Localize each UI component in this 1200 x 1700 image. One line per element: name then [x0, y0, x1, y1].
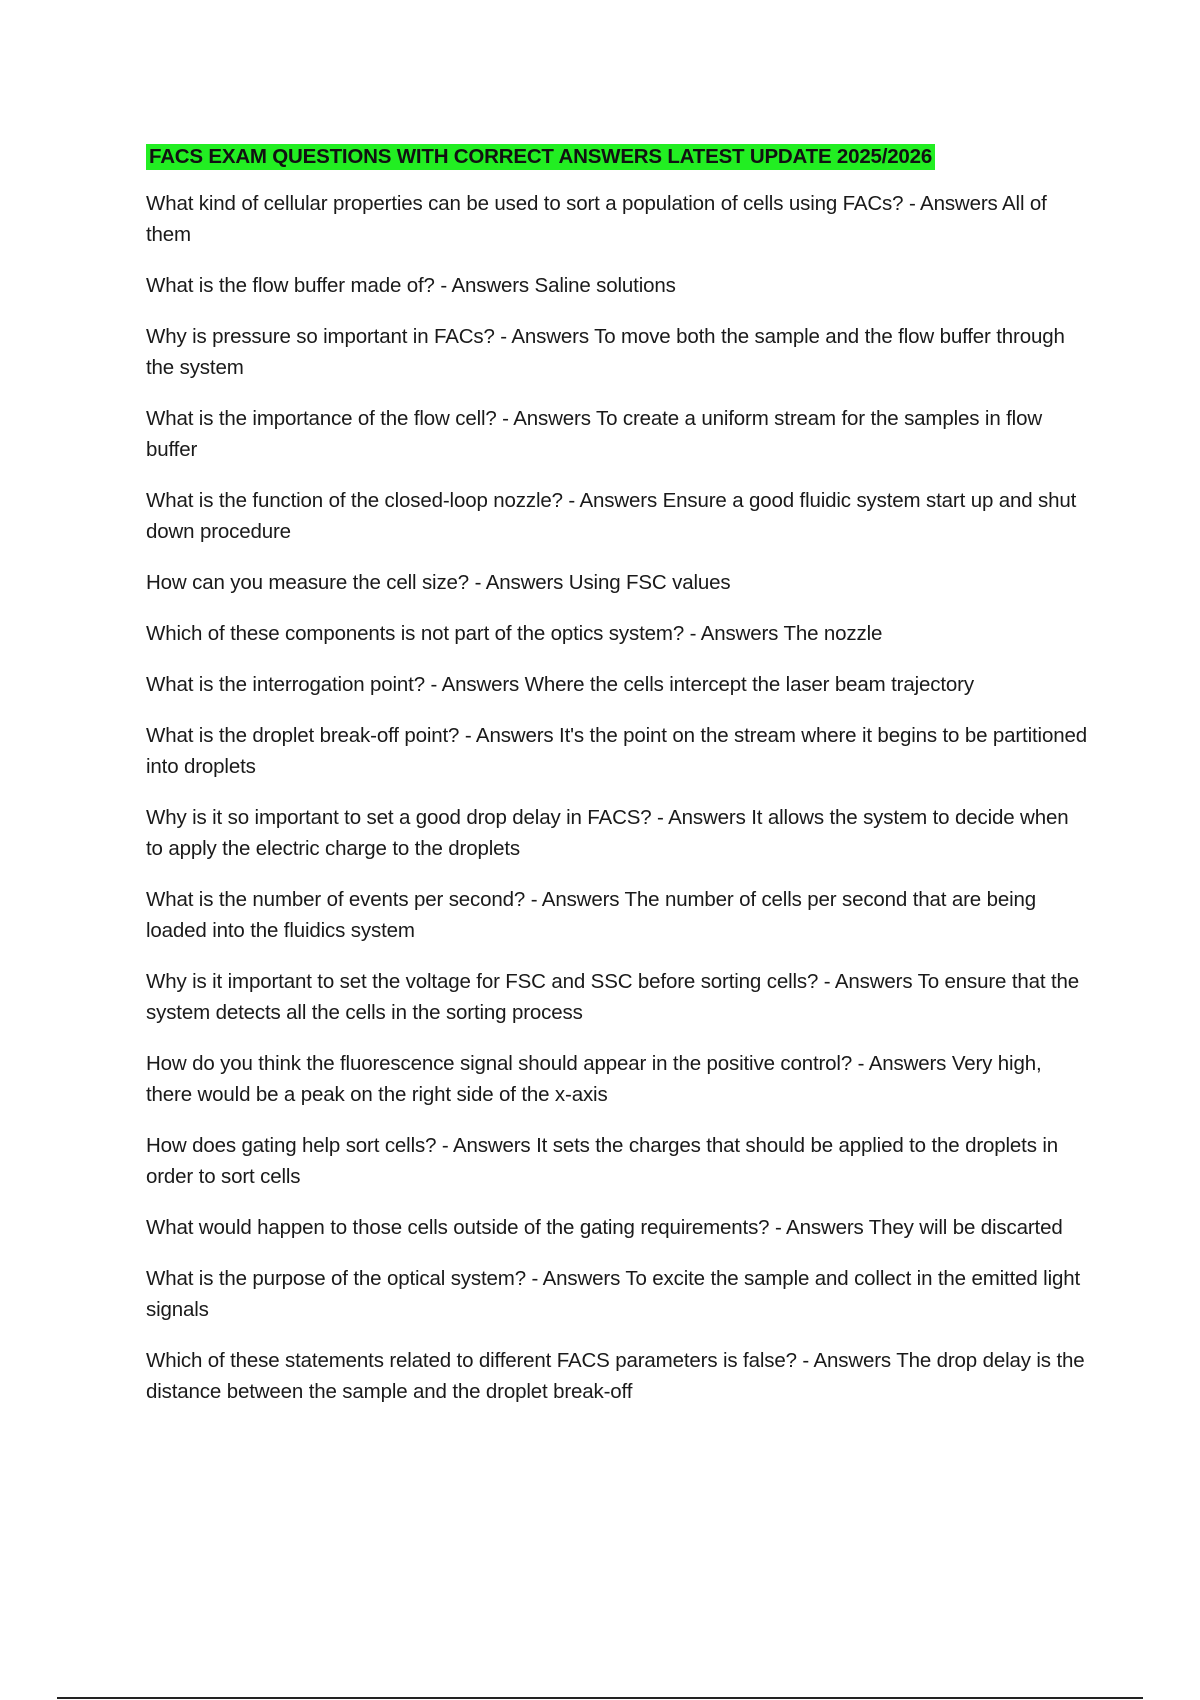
qa-item: What is the purpose of the optical system? - Answers To excite the sample and collect in the emitted light signals [146, 1267, 1081, 1321]
qa-item: What is the importance of the flow cell? - Answers To create a uniform stream for the samples in flow buffer [146, 407, 1042, 461]
qa-item: Which of these statements related to different FACS parameters is false? - Answers The drop delay is the distance between the sample and the droplet break-off [146, 1349, 1085, 1403]
qa-item: What is the interrogation point? - Answers Where the cells intercept the laser beam trajectory [146, 673, 974, 696]
qa-item: Why is it important to set the voltage for FSC and SSC before sorting cells? - Answers To ensure that the system detects all the cells in the sorting process [146, 970, 1080, 1024]
document-content [146, 144, 1090, 1427]
document-title: FACS EXAM QUESTIONS WITH CORRECT ANSWERS LATEST UPDATE 2025/2026 [146, 144, 935, 170]
qa-item: What would happen to those cells outside of the gating requirements? - Answers They will be discarted [146, 1216, 1063, 1239]
qa-item: Why is pressure so important in FACs? - Answers To move both the sample and the flow buffer through the system [146, 325, 1065, 379]
qa-item: What is the droplet break-off point? - Answers It's the point on the stream where it begins to be partitioned into droplets [146, 724, 1087, 778]
qa-item: What kind of cellular properties can be used to sort a population of cells using FACs? - Answers All of them [146, 192, 1047, 246]
qa-item: What is the flow buffer made of? - Answers Saline solutions [146, 274, 676, 297]
qa-item: What is the number of events per second? - Answers The number of cells per second that are being loaded into the fluidics system [146, 888, 1036, 942]
qa-item: What is the function of the closed-loop nozzle? - Answers Ensure a good fluidic system start up and shut down procedure [146, 489, 1077, 543]
page-bottom-rule [57, 1697, 1143, 1699]
qa-list [146, 188, 1090, 1407]
qa-item: Why is it so important to set a good drop delay in FACS? - Answers It allows the system to decide when to apply the electric charge to the droplets [146, 806, 1069, 860]
qa-item: How do you think the fluorescence signal should appear in the positive control? - Answers Very high, there would be a peak on the right side of the x-axis [146, 1052, 1042, 1106]
qa-item: How does gating help sort cells? - Answers It sets the charges that should be applied to the droplets in order to sort cells [146, 1134, 1058, 1188]
qa-item: Which of these components is not part of the optics system? - Answers The nozzle [146, 622, 883, 645]
qa-item: How can you measure the cell size? - Answers Using FSC values [146, 571, 731, 594]
